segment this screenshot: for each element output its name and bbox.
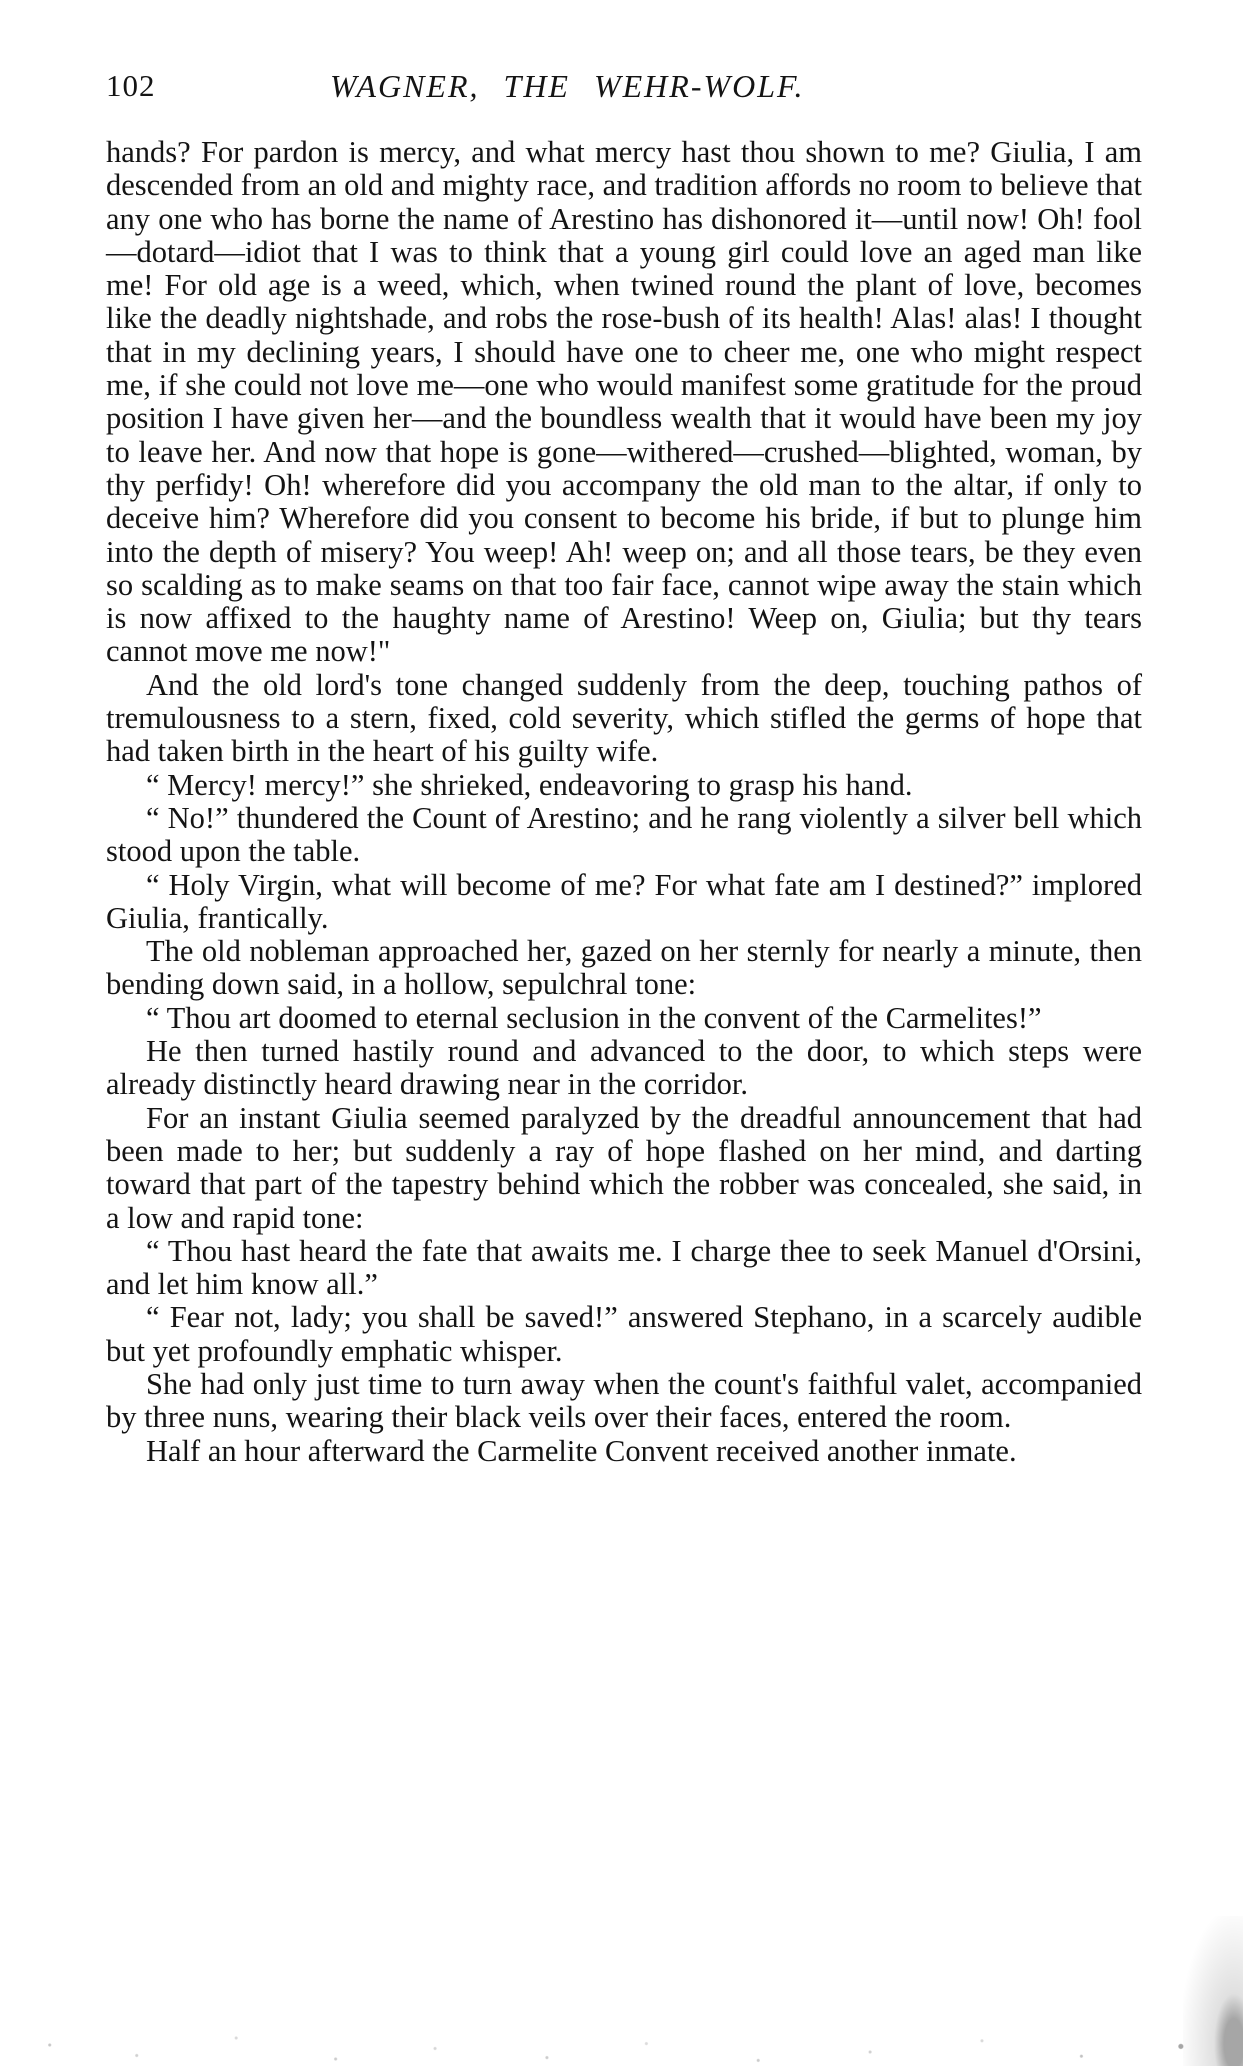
paragraph-mercy-plea: “ Mercy! mercy!” she shrieked, endeavoring to grasp his hand. [146,767,913,802]
corner-smudge [1183,1916,1243,2066]
running-title: WAGNER, THE WEHR-WOLF. [330,68,805,104]
paragraph-nuns-enter: She had only just time to turn away when the count's faithful valet, accompanied by three nuns, wearing their black veils over their faces, entered the room. [106,1366,1142,1435]
paragraph-giulia-implores: “ Holy Virgin, what will become of me? For what fate am I destined?” implored Giulia, frantically. [106,867,1142,935]
paragraph-continuation: hands? For pardon is mercy, and what mercy hast thou shown to me? Giulia, I am descended from an old and mighty race, and tradition affords no room to believe that any one who has borne the name of Arestino has dishonored it—until now! Oh! fool—dotard—idiot that I was to think that a young girl could love an aged man like me! For old age is a weed, which, when twined round the plant of love, becomes like the deadly nightshade, and robs the rose-bush of its health! Alas! alas! I thought that in my declining years, I should have one to cheer me, one who might respect me, if she could not love me—one who would manifest some gratitude for the proud position I have given her—and the boundless wealth that it would have been my joy to leave her. And now that hope is gone—withered—crushed—blighted, woman, by thy perfidy! Oh! wherefore did you accompany the old man to the altar, if only to deceive him? Wherefore did you consent to become his bride, if but to plunge him into the depth of misery? You weep! Ah! weep on; and all those tears, be they even so scalding as to make seams on that too fair face, cannot wipe away the stain which is now affixed to the haughty name of Arestino! Weep on, Giulia; but thy tears cannot move me now!" [106,135,1142,669]
paragraph-stephano-answers: “ Fear not, lady; you shall be saved!” answered Stephano, in a scarcely audible but yet profoundly emphatic whisper. [106,1300,1142,1368]
paragraph-tone-change: And the old lord's tone changed suddenly from the deep, touching pathos of tremulousness to a stern, fixed, cold severity, which stifled the germs of hope that had taken birth in the heart of his guilty wife. [106,667,1142,769]
page-number: 102 [106,68,156,103]
body-text [106,136,1142,1468]
paragraph-sentence-convent: “ Thou art doomed to eternal seclusion in the convent of the Carmelites!” [146,1000,1042,1035]
paragraph-giulia-hope: For an instant Giulia seemed paralyzed by the dreadful announcement that had been made to her; but suddenly a ray of hope flashed on her mind, and darting toward that part of the tapestry behind which the robber was concealed, she said, in a low and rapid tone: [106,1100,1142,1235]
paper-specks [0,1996,1243,2066]
paragraph-count-turns: He then turned hastily round and advanced to the door, to which steps were already distinctly heard drawing near in the corridor. [106,1034,1142,1102]
paragraph-charge-stephano: “ Thou hast heard the fate that awaits me. I charge thee to seek Manuel d'Orsini, and let him know all.” [106,1233,1142,1302]
page-header [106,66,1142,112]
paragraph-count-refuses: “ No!” thundered the Count of Arestino; and he rang violently a silver bell which stood upon the table. [106,800,1142,869]
paragraph-nobleman-approaches: The old nobleman approached her, gazed on her sternly for nearly a minute, then bending down said, in a hollow, sepulchral tone: [106,934,1142,1002]
paragraph-new-inmate: Half an hour afterward the Carmelite Convent received another inmate. [146,1433,1017,1468]
